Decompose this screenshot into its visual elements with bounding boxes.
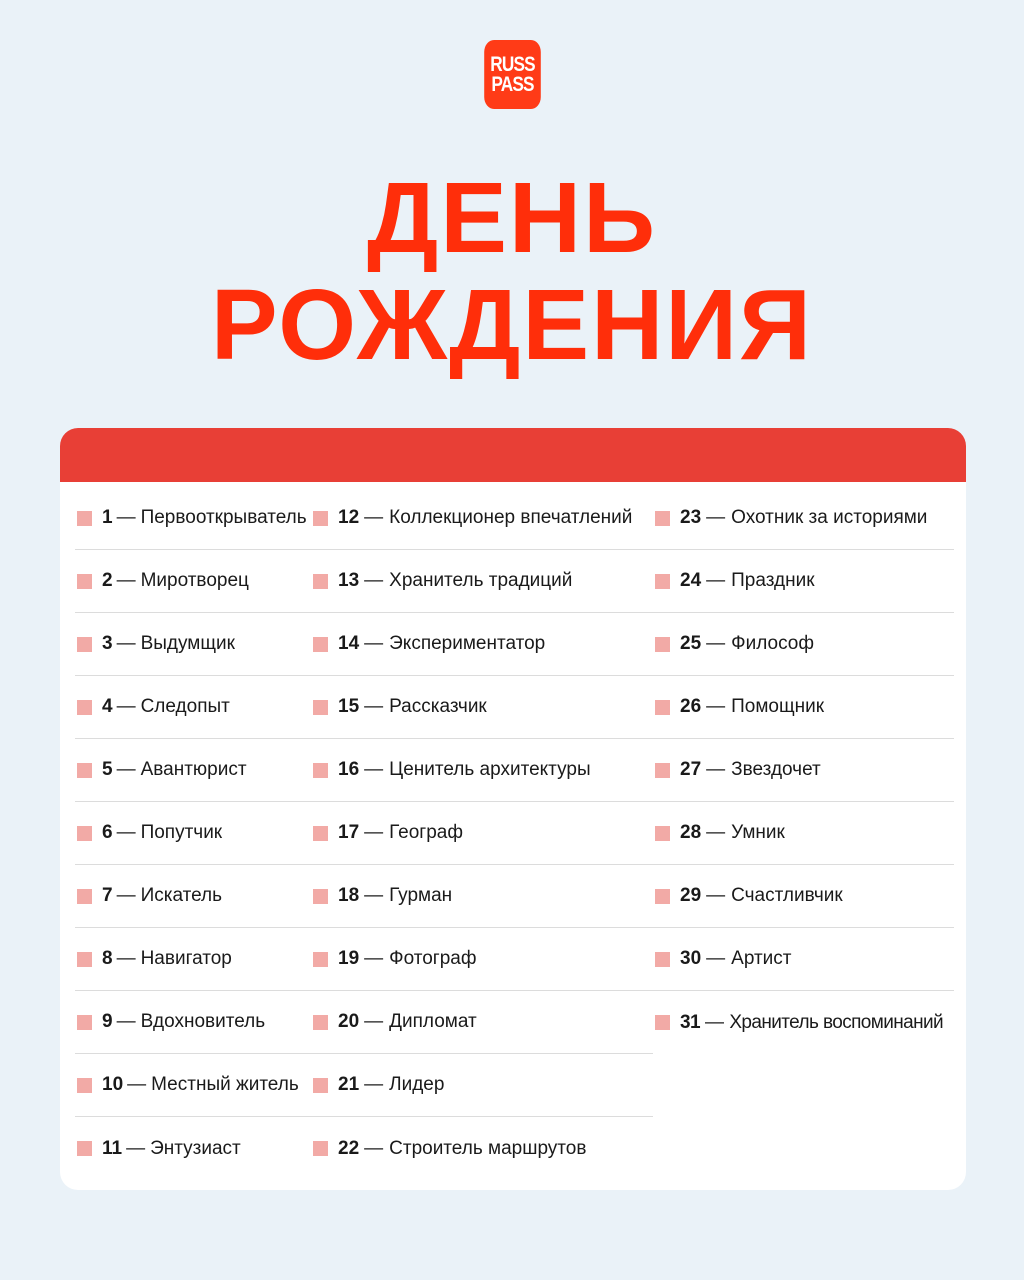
persona-label: Искатель bbox=[140, 885, 223, 906]
dash-separator: — bbox=[126, 1137, 146, 1159]
day-number: 18 bbox=[338, 885, 360, 906]
persona-label: Лидер bbox=[389, 1074, 445, 1095]
bullet-square-icon bbox=[655, 763, 670, 778]
dash-separator: — bbox=[364, 885, 384, 906]
dash-separator: — bbox=[116, 1011, 136, 1032]
persona-label: Счастливчик bbox=[731, 885, 843, 906]
dash-separator: — bbox=[364, 1074, 384, 1095]
day-number: 22 bbox=[338, 1137, 360, 1159]
day-number: 14 bbox=[338, 633, 360, 654]
list-item bbox=[311, 487, 653, 550]
day-number: 13 bbox=[338, 570, 360, 591]
list-item bbox=[653, 739, 954, 802]
persona-label: Миротворец bbox=[140, 570, 249, 591]
persona-label: Первооткрыватель bbox=[140, 507, 307, 528]
dash-separator: — bbox=[706, 507, 726, 528]
list-item bbox=[653, 928, 954, 991]
persona-label: Вдохновитель bbox=[140, 1011, 266, 1032]
dash-separator: — bbox=[706, 570, 726, 591]
day-number: 15 bbox=[338, 696, 360, 717]
list-item bbox=[75, 613, 311, 676]
bullet-square-icon bbox=[77, 637, 92, 652]
day-number: 19 bbox=[338, 948, 360, 969]
bullet-square-icon bbox=[655, 889, 670, 904]
bullet-square-icon bbox=[77, 1078, 92, 1093]
bullet-square-icon bbox=[313, 952, 328, 967]
dash-separator: — bbox=[116, 822, 136, 843]
dash-separator: — bbox=[116, 570, 136, 591]
day-number: 31 bbox=[680, 1011, 700, 1033]
russpass-logo bbox=[484, 40, 541, 109]
list-item bbox=[311, 802, 653, 865]
bullet-square-icon bbox=[313, 637, 328, 652]
persona-label: Ценитель архитектуры bbox=[389, 759, 591, 780]
persona-label: Хранитель воспоминаний bbox=[729, 1011, 944, 1033]
bullet-square-icon bbox=[313, 1015, 328, 1030]
dash-separator: — bbox=[706, 696, 726, 717]
day-number: 2 bbox=[102, 570, 113, 591]
bullet-square-icon bbox=[655, 1015, 670, 1030]
day-number: 30 bbox=[680, 948, 702, 969]
bullet-square-icon bbox=[313, 889, 328, 904]
day-number: 3 bbox=[102, 633, 113, 654]
list-item bbox=[75, 1117, 311, 1180]
persona-label: Умник bbox=[731, 822, 785, 843]
persona-label: Навигатор bbox=[140, 948, 232, 969]
dash-separator: — bbox=[706, 885, 726, 906]
list-item bbox=[311, 550, 653, 613]
day-number: 28 bbox=[680, 822, 702, 843]
persona-label: Дипломат bbox=[389, 1011, 477, 1032]
list-item bbox=[311, 928, 653, 991]
dash-separator: — bbox=[706, 822, 726, 843]
title-line-2: РОЖДЕНИЯ bbox=[210, 269, 814, 381]
bullet-square-icon bbox=[313, 574, 328, 589]
bullet-square-icon bbox=[77, 952, 92, 967]
table-header-bar bbox=[60, 428, 966, 482]
dash-separator: — bbox=[116, 759, 136, 780]
bullet-square-icon bbox=[313, 1078, 328, 1093]
list-item bbox=[75, 487, 311, 550]
list-item bbox=[653, 613, 954, 676]
day-number: 27 bbox=[680, 759, 702, 780]
dash-separator: — bbox=[706, 633, 726, 654]
day-number: 9 bbox=[102, 1011, 113, 1032]
bullet-square-icon bbox=[77, 826, 92, 841]
persona-label: Звездочет bbox=[731, 759, 821, 780]
dash-separator: — bbox=[364, 633, 384, 654]
persona-label: Помощник bbox=[731, 696, 825, 717]
day-number: 29 bbox=[680, 885, 702, 906]
list-item bbox=[653, 550, 954, 613]
bullet-square-icon bbox=[313, 763, 328, 778]
list-item bbox=[75, 991, 311, 1054]
bullet-square-icon bbox=[77, 763, 92, 778]
bullet-square-icon bbox=[655, 952, 670, 967]
logo-line-1: RUSS bbox=[490, 52, 535, 76]
list-item bbox=[311, 1117, 653, 1180]
dash-separator: — bbox=[364, 822, 384, 843]
list-item bbox=[311, 865, 653, 928]
dash-separator: — bbox=[364, 1011, 384, 1032]
persona-label: Фотограф bbox=[389, 948, 477, 969]
day-number: 17 bbox=[338, 822, 360, 843]
persona-label: Артист bbox=[731, 948, 792, 969]
bullet-square-icon bbox=[313, 1141, 328, 1156]
list-item bbox=[75, 550, 311, 613]
bullet-square-icon bbox=[655, 700, 670, 715]
bullet-square-icon bbox=[77, 700, 92, 715]
bullet-square-icon bbox=[77, 1141, 92, 1156]
day-number: 23 bbox=[680, 507, 702, 528]
list-item bbox=[311, 991, 653, 1054]
persona-label: Гурман bbox=[389, 885, 453, 906]
persona-label: Философ bbox=[731, 633, 814, 654]
persona-label: Местный житель bbox=[151, 1074, 299, 1095]
persona-label: Экспериментатор bbox=[389, 633, 546, 654]
list-item bbox=[311, 613, 653, 676]
dash-separator: — bbox=[116, 948, 136, 969]
day-number: 1 bbox=[102, 507, 113, 528]
bullet-square-icon bbox=[655, 637, 670, 652]
day-number: 16 bbox=[338, 759, 360, 780]
persona-label: Рассказчик bbox=[389, 696, 487, 717]
day-number: 4 bbox=[102, 696, 113, 717]
list-item bbox=[311, 739, 653, 802]
list-item bbox=[653, 991, 954, 1054]
bullet-square-icon bbox=[655, 826, 670, 841]
list-item bbox=[653, 802, 954, 865]
list-item bbox=[311, 676, 653, 739]
dash-separator: — bbox=[704, 1011, 724, 1033]
persona-label: Строитель маршрутов bbox=[389, 1137, 587, 1159]
bullet-square-icon bbox=[77, 511, 92, 526]
persona-label: Праздник bbox=[731, 570, 815, 591]
day-number: 12 bbox=[338, 507, 360, 528]
persona-label: Энтузиаст bbox=[150, 1137, 241, 1159]
logo-line-2: PASS bbox=[491, 72, 534, 96]
names-table bbox=[60, 428, 966, 1190]
list-item bbox=[75, 865, 311, 928]
bullet-square-icon bbox=[77, 574, 92, 589]
bullet-square-icon bbox=[313, 511, 328, 526]
dash-separator: — bbox=[116, 507, 136, 528]
dash-separator: — bbox=[706, 759, 726, 780]
dash-separator: — bbox=[364, 759, 384, 780]
day-number: 25 bbox=[680, 633, 702, 654]
dash-separator: — bbox=[116, 633, 136, 654]
list-item bbox=[653, 487, 954, 550]
dash-separator: — bbox=[364, 1137, 384, 1159]
bullet-square-icon bbox=[655, 511, 670, 526]
bullet-square-icon bbox=[313, 826, 328, 841]
day-number: 26 bbox=[680, 696, 702, 717]
persona-label: Географ bbox=[389, 822, 463, 843]
dash-separator: — bbox=[116, 885, 136, 906]
list-item bbox=[311, 1054, 653, 1117]
day-number: 6 bbox=[102, 822, 113, 843]
day-number: 20 bbox=[338, 1011, 360, 1032]
persona-label: Попутчик bbox=[140, 822, 223, 843]
day-number: 10 bbox=[102, 1074, 124, 1095]
bullet-square-icon bbox=[655, 574, 670, 589]
day-number: 7 bbox=[102, 885, 113, 906]
persona-label: Хранитель традиций bbox=[389, 570, 573, 591]
dash-separator: — bbox=[127, 1074, 147, 1095]
persona-label: Следопыт bbox=[140, 696, 230, 717]
list-item bbox=[75, 802, 311, 865]
list-item bbox=[653, 865, 954, 928]
day-number: 5 bbox=[102, 759, 113, 780]
day-number: 11 bbox=[102, 1137, 123, 1159]
day-number: 21 bbox=[338, 1074, 360, 1095]
dash-separator: — bbox=[364, 570, 384, 591]
persona-label: Охотник за историями bbox=[731, 507, 928, 528]
title-line-1: ДЕНЬ bbox=[366, 162, 658, 274]
bullet-square-icon bbox=[313, 700, 328, 715]
list-item bbox=[75, 928, 311, 991]
day-number: 24 bbox=[680, 570, 702, 591]
dash-separator: — bbox=[364, 696, 384, 717]
persona-label: Авантюрист bbox=[140, 759, 247, 780]
persona-label: Выдумщик bbox=[140, 633, 235, 654]
dash-separator: — bbox=[364, 948, 384, 969]
day-number: 8 bbox=[102, 948, 113, 969]
bullet-square-icon bbox=[77, 889, 92, 904]
dash-separator: — bbox=[706, 948, 726, 969]
bullet-square-icon bbox=[77, 1015, 92, 1030]
list-item bbox=[75, 676, 311, 739]
list-item bbox=[75, 739, 311, 802]
list-item bbox=[653, 676, 954, 739]
dash-separator: — bbox=[364, 507, 384, 528]
list-item bbox=[75, 1054, 311, 1117]
persona-label: Коллекционер впечатлений bbox=[389, 507, 633, 528]
dash-separator: — bbox=[116, 696, 136, 717]
